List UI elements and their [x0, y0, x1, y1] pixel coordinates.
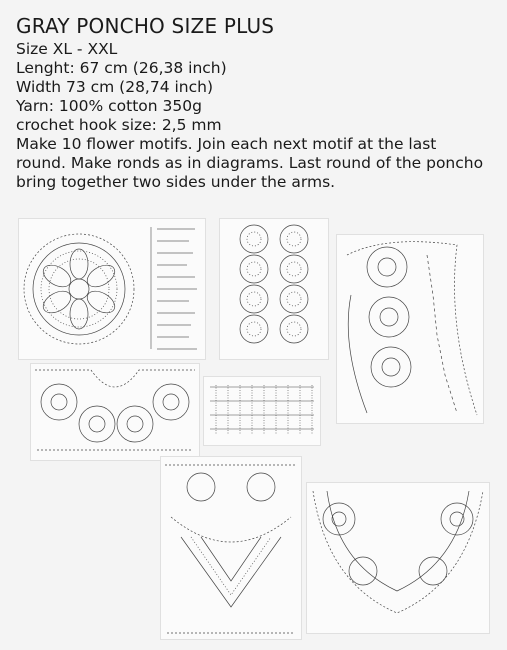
fan-border-diagram [160, 456, 302, 640]
pattern-header [16, 14, 496, 192]
flower-motif-diagram [18, 218, 206, 360]
mesh-edging-diagram [203, 376, 321, 446]
page-title: GRAY PONCHO SIZE PLUS [16, 14, 275, 38]
spec-yarn: Yarn: 100% cotton 350g [16, 97, 202, 115]
neck-curve-diagram [306, 482, 490, 634]
motif-strip-diagram [219, 218, 329, 360]
neckline-yoke-diagram [30, 363, 200, 461]
spec-hook-size: crochet hook size: 2,5 mm [16, 116, 222, 134]
spec-width: Width 73 cm (28,74 inch) [16, 78, 214, 96]
instructions-text: Make 10 flower motifs. Join each next motif at the last round. Make ronds as in diagrams. Last round of the poncho bring together two sides under the arms. [16, 135, 484, 191]
spec-size: Size XL - XXL [16, 40, 118, 58]
poncho-side-diagram [336, 234, 484, 424]
spec-length: Lenght: 67 cm (26,38 inch) [16, 59, 227, 77]
